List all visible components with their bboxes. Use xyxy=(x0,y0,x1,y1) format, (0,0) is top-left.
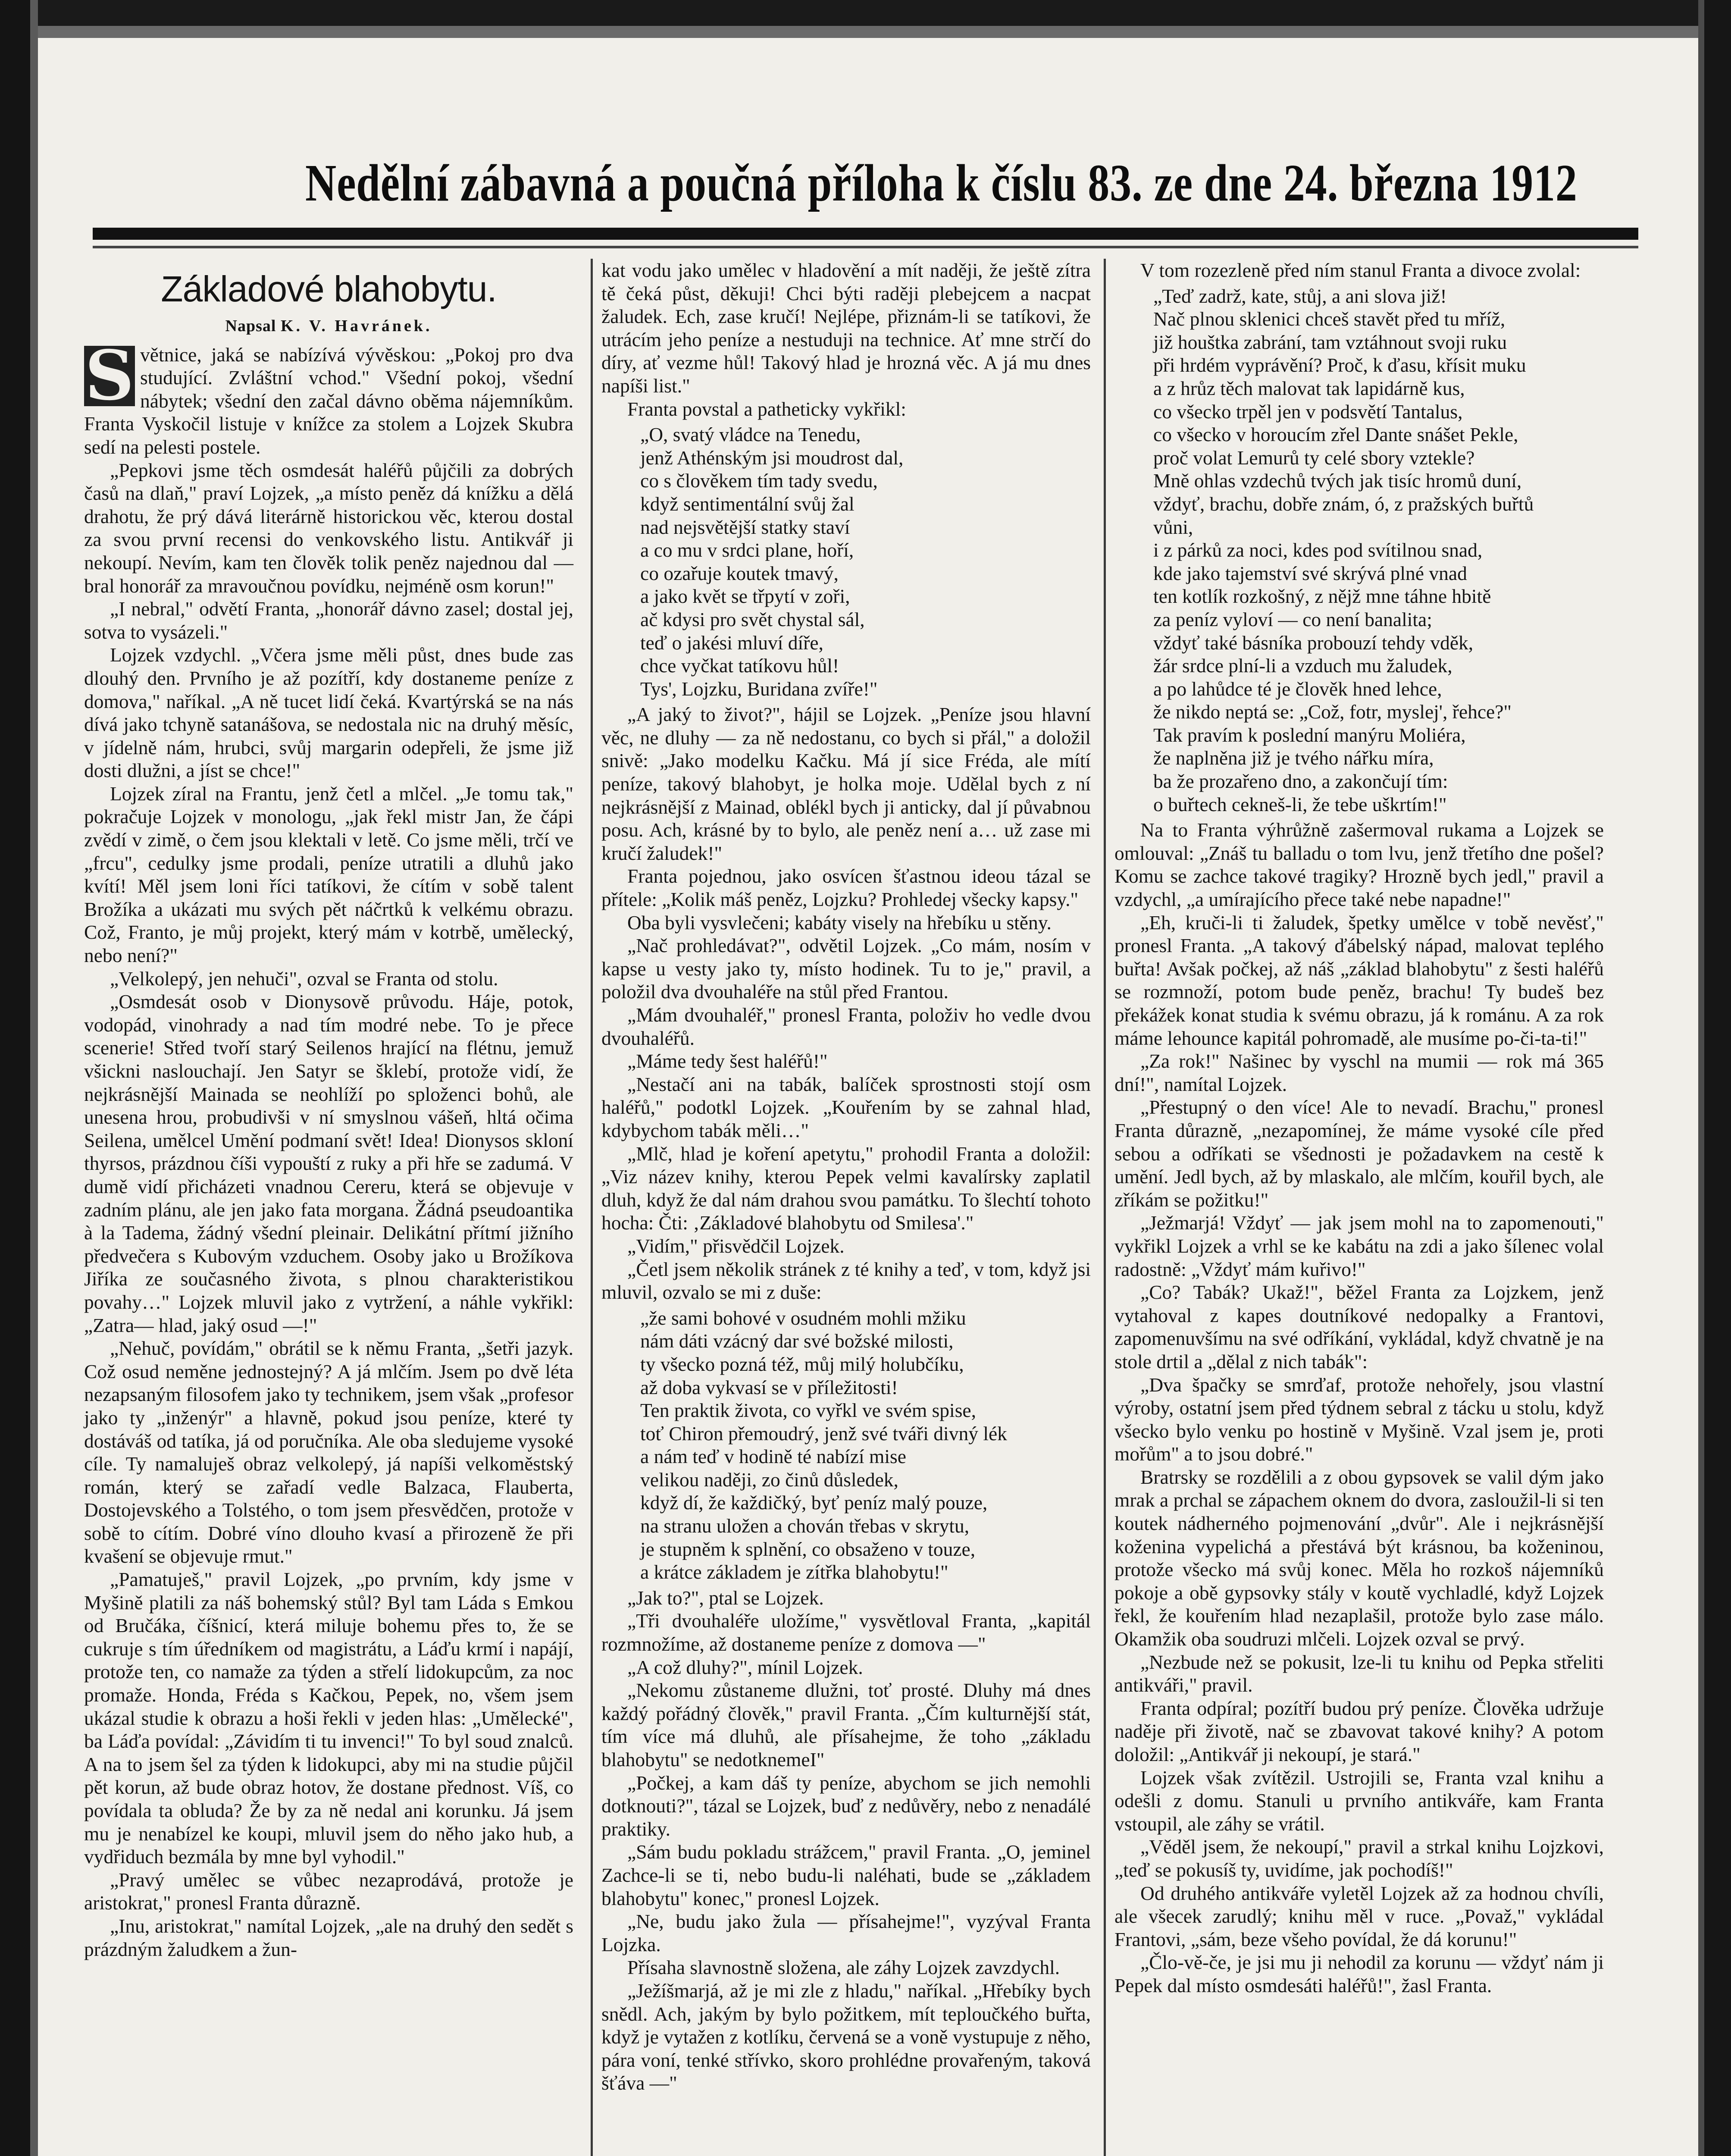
paragraph: „Nehuč, povídám," obrátil se k němu Franta, „šetři jazyk. Což osud neměne jednostejný? A já mlčím. Jsem po dvě léta nezapsaným filosofem jako ty technikem, jsem však „profesor jako ty „inženýr" a hlavně, pokud jsou peníze, které ty dostáváš od tatíka, já od poručníka. Ale oba sledujeme vysoké cíle. Ty namaluješ obraz velkolepý, já napíši velkoměstský román, který se zařadí vedle Balzaca, Flauberta, Dostojevského a Tolstého, o tom jsem přesvědčen, protože v sobě to cítím. Dobré víno dlouho kvasí a přirozeně že při kvašení se objevuje rmut." xyxy=(84,1337,573,1567)
masthead-rule-thick xyxy=(93,228,1638,240)
verse-line: když sentimentální svůj žal xyxy=(640,492,855,515)
verse-line: co ozařuje koutek tmavý, xyxy=(640,562,839,584)
paragraph: „Pamatuješ," pravil Lojzek, „po prvním, kdy jsme v Myšině platili za náš bohemský stůl? Byl tam Láda s Emkou od Bručáka, číšnicí, která miluje bohemu přes to, že se cukruje s tím úředníkem od magistrátu, a Láďu krmí i napájí, protože ten, co namaže za týden a střelí lidokupcům, za noc promaže. Honda, Fréda s Kačkou, Pepek, no, všem jsem ukázal studie k obrazu a hoši řekli v jeden hlas: „Umělecké", ba Láďa povídal: „Závidím ti tu invenci!" To byl soud znalců. A na to jsem šel za týden k lidokupci, aby mi na studie půjčil pět korun, až bude obraz hotov, že dostane přednost. Víš, co povídala ta obluda? Že by za ně nedal ani korunku. Já jsem mu je nenabízel ke koupi, mluvil jsem do něho jako hub, a vydřiduch bezmála by mne byl vyhodil." xyxy=(84,1568,573,1868)
paragraph: „Co? Tabák? Ukaž!", běžel Franta za Lojzkem, jenž vytahoval z kapes doutníkové nedopalky a Frantovi, zapomenuvšímu na své odříkání, vykládal, když chvatně je na stole drtil a „dělal z nich tabák": xyxy=(1114,1281,1604,1373)
verse-line: Nač plnou sklenici chceš stavět před tu mříž, xyxy=(1153,308,1506,330)
verse-line: Mně ohlas vzdechů tvých jak tisíc hromů duní, xyxy=(1153,470,1522,492)
scan-border-left xyxy=(0,0,30,2156)
verse-line: vůni, xyxy=(1153,516,1193,538)
verse-line: nám dáti vzácný dar své božské milosti, xyxy=(640,1330,954,1352)
verse-line: již houštka zabrání, tam vztáhnout svoji ruku xyxy=(1153,331,1507,353)
paragraph: Bratrsky se rozdělili a z obou gypsovek se valil dým jako mrak a prchal se zápachem oknem do dvora, zasloužil-li si ten koutek nádherného pojmenování „dvůr". Ale i nejkrásnější koženina vypelichá a přestává být krásnou, ba koženinou, protože všecko má svůj konec. Měla ho rozkoš nájemníků pokoje a obě gypsovky stály v koutě vychladlé, když Lojzek řekl, že kouřením hlad nezaplašil, protože bylo zase málo. Okamžik oba soudruzi mlčeli. Lojzek ozval se prvý. xyxy=(1114,1466,1604,1650)
paragraph: kat vodu jako umělec v hladovění a mít naději, že ještě zítra tě čeká půst, děkuji! Chci býti raději plebejcem a nacpat žaludek. Ech, zase kručí! Nejlépe, přiznám-li se tatíkovi, že utrácím jeho peníze a nestuduji na technice. Ať mne strčí do díry, ať vezme hůl! Takový hlad je hrozná věc. A já mu dnes napíši list." xyxy=(601,259,1091,397)
masthead-rule-thin xyxy=(93,246,1638,248)
paragraph: „Věděl jsem, že nekoupí," pravil a strkal knihu Lojzkovi, „teď se pokusíš ty, uvidíme, jak pochodíš!" xyxy=(1114,1836,1604,1881)
column-2-text xyxy=(601,259,1091,2095)
paragraph: Lojzek však zvítězil. Ustrojili se, Franta vzal knihu a odešli z domu. Stanuli u prvního antikváře, kam Franta vstoupil, ale záhy se vrátil. xyxy=(1114,1766,1604,1835)
article-byline xyxy=(84,315,573,338)
column-1 xyxy=(84,259,573,1961)
paragraph: „Inu, aristokrat," namítal Lojzek, „ale na druhý den sedět s prázdným žaludkem a žun- xyxy=(84,1915,573,1960)
verse-line: proč volat Lemurů ty celé sbory vztekle? xyxy=(1153,446,1475,469)
paragraph: „Ježmarjá! Vždyť — jak jsem mohl na to zapomenouti," vykřikl Lojzek a vrhl se ke kabátu na zdi a jako šílenec volal radostně: „Vždyť mám kuřivo!" xyxy=(1114,1212,1604,1280)
verse-line: a z hrůz těch malovat tak lapidárně kus, xyxy=(1153,377,1465,399)
column-2 xyxy=(601,259,1091,2095)
verse-line: ač kdysi pro svět chystal sál, xyxy=(640,608,865,630)
verse-line: „že sami bohové v osudném mohli mžiku xyxy=(640,1307,966,1329)
verse-line: že naplněna již je tvého nářku míra, xyxy=(1153,747,1434,769)
paragraph: „Vidím," přisvědčil Lojzek. xyxy=(627,1235,845,1257)
verse-line: teď o jakési mluví díře, xyxy=(640,631,823,654)
paragraph: „Mám dvouhaléř," pronesl Franta, položiv ho vedle dvou dvouhaléřů. xyxy=(601,1004,1091,1049)
scan-border-right-shadow xyxy=(1698,0,1704,2156)
verse-block xyxy=(640,423,1091,700)
paragraph: „Eh, kruči-li ti žaludek, špetky umělce v tobě nevěsť," pronesl Franta. „A takový ďábelský nápad, malovat teplého buřta! Avšak počkej, až náš „základ blahobytu" z šesti haléřů se rozmnoží, potom bude peněz, brachu! Ty budeš bez překážek konat studia k svému obrazu, já k románu. A za rok máme lehounce kapitál pohromadě, ale musíme po-či-ta-ti!" xyxy=(1114,911,1604,1049)
paragraph: Franta povstal a patheticky vykřikl: xyxy=(627,398,906,420)
paragraph: „Osmdesát osob v Dionysově průvodu. Háje, potok, vodopád, vinohrady a nad tím modré nebe. To je přece scenerie! Střed tvoří starý Seilenos hrající na flétnu, jemuž všickni naslouchají. Jen Satyr se šklebí, protože vidí, že nejkrásnější Mainada se neohlíží po sploženci bohů, ale unesena hrou, probudivši v ní smyslnou vášeň, hltá očima Seilena, umělcel Umění podmaní svět! Idea! Dionysos skloní thyrsos, prázdnou číši vypouští z ruky a při hře se zadumá. V dumě vidí přicházeti vnadnou Cereru, která se objevuje v zadním plánu, ale jen jako fata morgana. Žádná pseudoantika à la Tadema, žádný všední pleinair. Delikátní přítmí jižního předvečera s Kubovým vzduchem. Osoby jako u Brožíkova Jiříka ze současného života, s plnou charakteristikou povahy…" Lojzek mluvil jako z vytržení, a náhle vykřikl: „Zatra— hlad, jaký osud —!" xyxy=(84,990,573,1336)
verse-line: a krátce základem je zítřka blahobytu!" xyxy=(640,1561,948,1583)
paragraph: „A což dluhy?", mínil Lojzek. xyxy=(627,1656,863,1678)
paragraph: „Člo-vě-če, je jsi mu ji nehodil za korunu — vždyť nám ji Pepek dal místo osmdesáti haléřů!", žasl Franta. xyxy=(1114,1951,1604,1996)
scan-border-top-shadow xyxy=(0,26,1731,38)
article-title: Základové blahobytu. xyxy=(161,269,497,309)
verse-line: kde jako tajemství své skrývá plné vnad xyxy=(1153,562,1467,584)
column-1-text xyxy=(84,335,573,1961)
scan-border-left-shadow xyxy=(30,0,38,2156)
verse-line: je stupněm k splnění, co obsaženo v touze, xyxy=(640,1538,976,1560)
paragraph: „Nekomu zůstaneme dlužni, toť prosté. Dluhy má dnes každý pořádný člověk," pravil Franta. „Čím kulturnější stát, tím více má dluhů, ale přísahejme, že toho „základu blahobytu" se nedotknemeI" xyxy=(601,1679,1091,1771)
paragraph: „Za rok!" Našinec by vyschl na mumii — rok má 365 dní!", namítal Lojzek. xyxy=(1114,1050,1604,1095)
paragraph: „Přestupný o den více! Ale to nevadí. Brachu," pronesl Franta důrazně, „nezapomínej, že máme vysoké cíle před sebou a odříkati se všednosti je požadavkem na cestě k umění. Jedl bych, až by mlaskalo, ale mlčím, kouřil bych, ale zříkám se požitku!" xyxy=(1114,1096,1604,1211)
paragraph: „Nezbude než se pokusit, lze-li tu knihu od Pepka střeliti antikváři," pravil. xyxy=(1114,1651,1604,1696)
byline-author: K. V. Havránek. xyxy=(280,317,432,335)
verse-line: ten kotlík rozkošný, z nějž mne táhne hbitě xyxy=(1153,585,1491,608)
verse-line: o buřtech cekneš-li, že tebe uškrtím!" xyxy=(1153,793,1447,815)
paragraph: „Nestačí ani na tabák, balíček sprostnosti stojí osm haléřů," podotkl Lojzek. „Kouřením by se zahnal hlad, kdybychom tabák měli…" xyxy=(601,1073,1091,1141)
verse-line: nad nejsvětější statky staví xyxy=(640,516,850,538)
paragraph-text: větnice, jaká se nabízívá vývěskou: „Pokoj pro dva studující. Zvláštní vchod." Všední pokoj, všední nábytek; všední den začal dávno oběma nájemníkům. Franta Vyskočil listuje v knížce za stolem a Lojzek Skubra sedí na pelesti postele. xyxy=(84,343,573,458)
paragraph xyxy=(84,335,573,459)
verse-line: co všecko trpěl jen v podsvětí Tantalus, xyxy=(1153,400,1463,423)
verse-line: na stranu uložen a chován třebas v skrytu, xyxy=(640,1515,970,1537)
paragraph: „Tři dvouhaléře uložíme," vysvětloval Franta, „kapitál rozmnožíme, až dostaneme peníze z domova —" xyxy=(601,1610,1091,1655)
verse-line: „Teď zadrž, kate, stůj, a ani slova již! xyxy=(1153,285,1447,307)
paragraph: „Máme tedy šest haléřů!" xyxy=(627,1050,828,1072)
paragraph: Lojzek vzdychl. „Včera jsme měli půst, dnes bude zas dlouhý den. Prvního je až pozítří, kdy dostaneme peníze z domova," naříkal. „A ně tucet lidí čeká. Kvartýrská se na nás dívá jako tchyně satanášova, se nedostala nic na druhý měsíc, v jídelně nám, hrubci, svůj margarin odepřeli, že jsme již dosti dlužni, a jíst se chce!" xyxy=(84,644,573,782)
paragraph: Přísaha slavnostně složena, ale záhy Lojzek zavzdychl. xyxy=(627,1956,1060,1979)
paragraph: „Velkolepý, jen nehuči", ozval se Franta od stolu. xyxy=(110,967,498,990)
verse-line: za peníz vyloví — co není banalita; xyxy=(1153,608,1432,630)
drop-cap: S xyxy=(85,335,135,416)
byline-prefix: Napsal xyxy=(225,317,276,335)
verse-line: vždyť, brachu, dobře znám, ó, z pražských buřtů xyxy=(1153,492,1534,515)
paragraph: Franta pojednou, jako osvícen šťastnou ideou tázal se přítele: „Kolik máš peněz, Lojzku? Prohledej všecky kapsy." xyxy=(601,865,1091,911)
verse-block xyxy=(640,1307,1091,1584)
column-separator-2 xyxy=(1104,259,1106,2156)
paragraph: V tom rozezleně před ním stanul Franta a divoce zvolal: xyxy=(1140,259,1581,281)
verse-line: ty všecko pozná též, můj milý holubčíku, xyxy=(640,1353,964,1375)
verse-line: i z párků za noci, kdes pod svítilnou snad, xyxy=(1153,539,1483,561)
verse-line: žár srdce plní-li a vzduch mu žaludek, xyxy=(1153,655,1452,677)
paragraph: „Pepkovi jsme těch osmdesát haléřů půjčili za dobrých časů na dlaň," praví Lojzek, „a místo peněz dá knížku a dělá drahotu, že prý dává literárně historickou věc, kterou dostal za svou první recensi do venkovského listu. Antikvář ji nekoupí. Nevím, kam ten člověk tolik peněz najednou dal — bral honorář za mravoučnou povídku, nejméně osm korun!" xyxy=(84,459,573,597)
paragraph: „Četl jsem několik stránek z té knihy a teď, v tom, když jsi mluvil, ozvalo se mi z duše: xyxy=(601,1258,1091,1304)
verse-line: až doba vykvasí se v příležitosti! xyxy=(640,1376,898,1398)
paragraph: Franta odpíral; pozítří budou prý peníze. Člověka udržuje naděje při životě, nač se zbavovat takové knihy? A potom doložil: „Antikvář ji nekoupí, je stará." xyxy=(1114,1697,1604,1765)
paragraph: Oba byli vysvlečeni; kabáty visely na hřebíku u stěny. xyxy=(627,911,1052,934)
paragraph: „Mlč, hlad je koření apetytu," prohodil Franta a doložil: „Viz název knihy, kterou Pepek velmi kavalírsky zaplatil dluh, když že dal nám drahou svou památku. To šlechtí tohoto hocha: Čti: ‚Základové blahobytu od Smilesa'." xyxy=(601,1142,1091,1234)
scan-border-top xyxy=(0,0,1731,26)
verse-line: a nám teď v hodině té nabízí mise xyxy=(640,1445,906,1468)
verse-line: když dí, že každičký, byť peníz malý pouze, xyxy=(640,1492,988,1514)
scan-border-right xyxy=(1704,0,1731,2156)
paragraph: „Ne, budu jako žula — přísahejme!", vyzýval Franta Lojzka. xyxy=(601,1910,1091,1955)
column-3-text xyxy=(1114,259,1604,1997)
paragraph: „Sám budu pokladu strážcem," pravil Franta. „O, jeminel Zachce-li se ti, nebo budu-li naléhati, bude se „základem blahobytu" konec," pronesl Lojzek. xyxy=(601,1841,1091,1909)
verse-line: chce vyčkat tatíkovu hůl! xyxy=(640,655,839,677)
verse-line: Tak pravím k poslední manýru Moliéra, xyxy=(1153,724,1466,746)
verse-line: a jako květ se třpytí v zoři, xyxy=(640,585,850,608)
column-separator-1 xyxy=(591,259,593,2156)
paragraph: „Ježíšmarjá, až je mi zle z hladu," naříkal. „Hřebíky bych snědl. Ach, jakým by bylo požitkem, mít teploučkého buřta, když je vytažen z kotlíku, červená se a voně vystupuje z něho, pára voní, tenké střívko, skoro prohlédne provařeným, taková šťáva —" xyxy=(601,1979,1091,2094)
paragraph: „Jak to?", ptal se Lojzek. xyxy=(627,1586,824,1609)
paragraph: Od druhého antikváře vyletěl Lojzek až za hodnou chvíli, ale všecek zarudlý; knihu měl v ruce. „Považ," vykládal Frantovi, „sám, beze všeho povídal, že dá korunu!" xyxy=(1114,1882,1604,1950)
verse-line: a co mu v srdci plane, hoří, xyxy=(640,539,854,561)
verse-line: ba že prozařeno dno, a zakončují tím: xyxy=(1153,770,1448,793)
verse-line: co všecko v horoucím zřel Dante snášet Pekle, xyxy=(1153,423,1518,446)
verse-line: při hrdém vyprávění? Proč, k ďasu, křísit muku xyxy=(1153,354,1526,376)
verse-line: Tys', Lojzku, Buridana zvíře!" xyxy=(640,677,878,700)
verse-line: velikou naději, zo činů důsledek, xyxy=(640,1468,898,1491)
paragraph: Lojzek zíral na Frantu, jenž četl a mlčel. „Je tomu tak," pokračuje Lojzek v monologu, „jak řekl mistr Jan, že čápi zvědí v zimě, o čem jsou klektali v letě. Co jsme měli, trčí ve „frcu", cedulky jsme prodali, peníze utratili a dluhů jako kvítí! Měl jsem loni říci tatíkovi, že cítím v sobě talent Brožíka a ukázati mu svých pět náčrtků k velkému obrazu. Což, Franto, je můj projekt, který mám v kotrbě, umělecký, nebo není?" xyxy=(84,782,573,967)
column-3 xyxy=(1114,259,1604,1997)
verse-line: vždyť také básníka probouzí tehdy vděk, xyxy=(1153,631,1474,654)
verse-block xyxy=(1153,285,1604,816)
verse-line: „O, svatý vládce na Tenedu, xyxy=(640,423,861,446)
paragraph: „Pravý umělec se vůbec nezaprodává, protože je aristokrat," pronesl Franta důrazně. xyxy=(84,1868,573,1914)
paragraph: Na to Franta výhrůžně zašermoval rukama a Lojzek se omlouval: „Znáš tu balladu o tom lvu, jenž třetího dne pošel? Komu se zachce takové tragiky? Hrozně bych jedl," pravil a vzdychl, „a umírajícího přece také nebe napadne!" xyxy=(1114,819,1604,911)
paragraph: „Nač prohledávat?", odvětil Lojzek. „Co mám, nosím v kapse u vesty jako ty, místo hodinek. Tu to je," pravil, a položil dva dvouhaléře na stůl před Frantou. xyxy=(601,934,1091,1003)
paragraph: „I nebral," odvětí Franta, „honorář dávno zasel; dostal jej, sotva to vysázeli." xyxy=(84,598,573,643)
paragraph: „Počkej, a kam dáš ty peníze, abychom se jich nemohli dotknouti?", tázal se Lojzek, buď z nedůvěry, nebo z nenadálé praktiky. xyxy=(601,1771,1091,1840)
verse-line: že nikdo neptá se: „Což, fotr, myslej', řehce?" xyxy=(1153,701,1512,723)
masthead: Nedělní zábavná a poučná příloha k číslu 83. ze dne 24. března 1912 xyxy=(305,154,1578,212)
paragraph: „Dva špačky se smrďaf, protože nehořely, jsou vlastní výroby, ostatní jsem před týdnem sebral z tácku u stolu, když všecko bylo venku po hostině v Myšině. Vzal jsem je, proti mořům" a to jsou dobré." xyxy=(1114,1373,1604,1465)
verse-line: co s člověkem tím tady svedu, xyxy=(640,470,878,492)
verse-line: jenž Athénským jsi moudrost dal, xyxy=(640,446,904,469)
verse-line: toť Chiron přemoudrý, jenž své tváři divný lék xyxy=(640,1422,1007,1445)
verse-line: Ten praktik života, co vyřkl ve svém spise, xyxy=(640,1399,976,1422)
verse-line: a po lahůdce té je člověk hned lehce, xyxy=(1153,677,1442,700)
paragraph: „A jaký to život?", hájil se Lojzek. „Peníze jsou hlavní věc, ne dluhy — za ně nedostanu, co bych si přál," a doložil snivě: „Jako modelku Kačku. Má jí sice Fréda, ale mítí peníze, takový blahobyt, je holka moje. Udělal bych z ní nejkrásnější z Mainad, oblékl bych ji anticky, dal jí půvabnou posu. Ach, krásné by to bylo, ale peněz není a… už zase mi kručí žaludek!" xyxy=(601,703,1091,864)
